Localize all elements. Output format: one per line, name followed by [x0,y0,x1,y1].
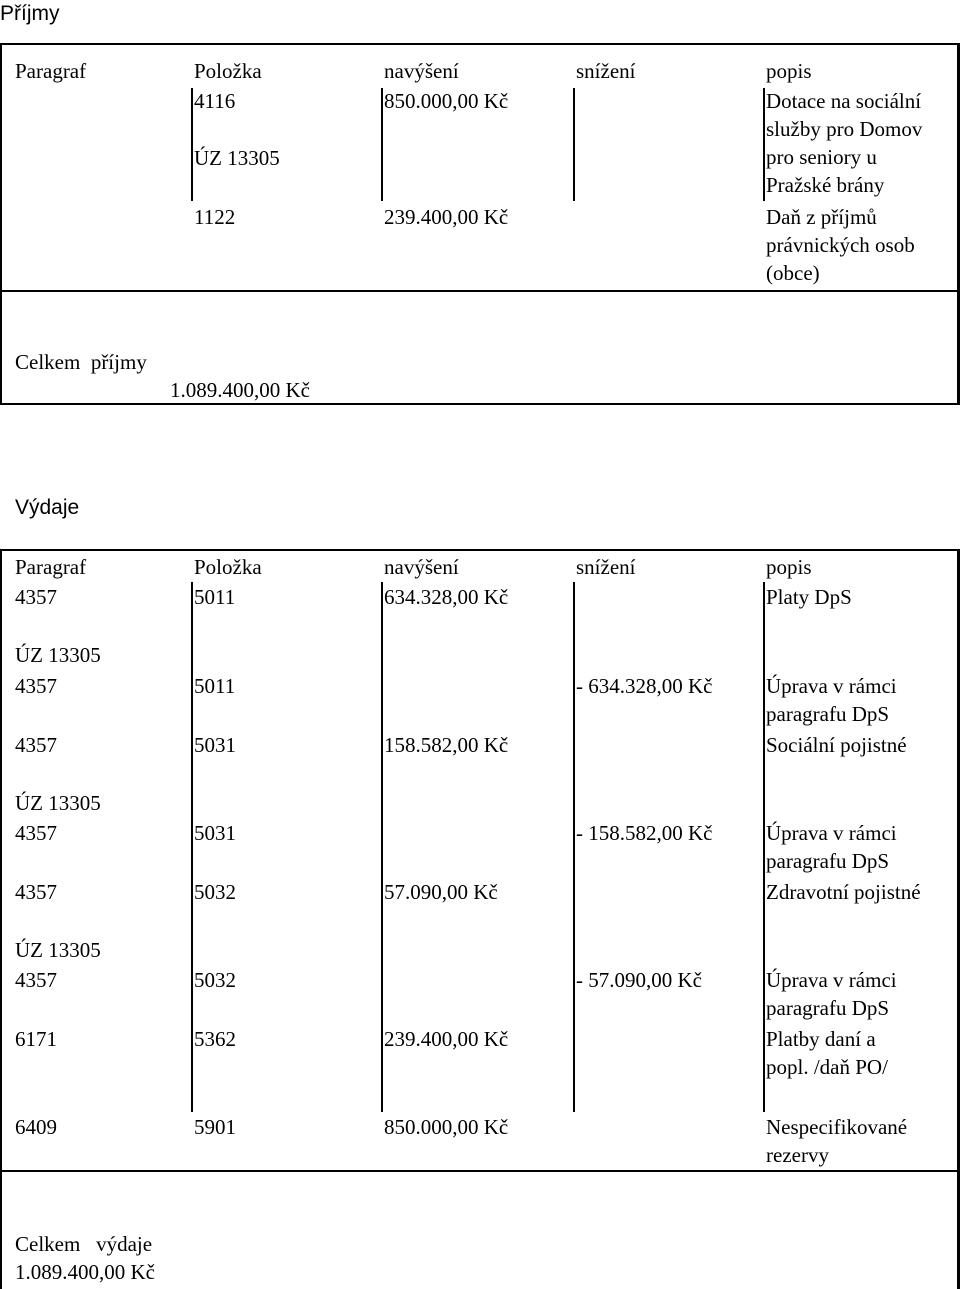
cell-popis: Dotace na sociální služby pro Domov pro seniory u Pražské brány [766,89,923,197]
cell-uz: ÚZ 13305 [15,791,101,815]
col-divider [763,582,765,1112]
cell-uz: ÚZ 13305 [15,938,101,962]
cell-popis: Úprava v rámci paragrafu DpS [766,821,897,873]
total-value: 1.089.400,00 Kč [15,1260,155,1284]
cell-navyseni: 239.400,00 Kč [384,205,509,229]
cell-uz: ÚZ 13305 [194,146,280,170]
total-label: Celkem výdaje [15,1232,153,1256]
cell-uz: ÚZ 13305 [15,643,101,667]
section-title-prijmy: Příjmy [0,2,60,25]
cell-polozka: 5011 [194,674,236,698]
cell-polozka: 5032 [194,880,236,904]
cell-paragraf: 4357 [15,585,57,609]
header-polozka: Položka [194,59,262,83]
cell-popis: Platy DpS [766,585,852,609]
cell-paragraf: 4357 [15,733,57,757]
table-border-bottom [0,403,960,405]
table-border-left [0,43,2,405]
cell-paragraf: 4357 [15,821,57,845]
col-divider [191,88,193,201]
cell-popis: Úprava v rámci paragrafu DpS [766,968,897,1020]
cell-polozka: 5031 [194,733,236,757]
col-divider [573,88,575,201]
header-snizeni: snížení [576,555,636,579]
header-popis: popis [766,555,812,579]
cell-popis: Platby daní a popl. /daň PO/ [766,1027,888,1079]
header-popis: popis [766,59,812,83]
cell-paragraf: 4357 [15,968,57,992]
cell-popis: Sociální pojistné [766,733,907,757]
header-paragraf: Paragraf [15,59,87,83]
cell-navyseni: 57.090,00 Kč [384,880,498,904]
section-title-vydaje: Výdaje [15,496,80,519]
header-snizeni: snížení [576,59,636,83]
cell-polozka: 4116 [194,89,236,113]
cell-snizeni: - 57.090,00 Kč [576,968,702,992]
cell-polozka: 5032 [194,968,236,992]
cell-paragraf: 4357 [15,880,57,904]
cell-popis: Daň z příjmů právnických osob (obce) [766,205,915,285]
col-divider [381,88,383,201]
col-divider [381,582,383,1112]
total-value: 1.089.400,00 Kč [170,378,310,402]
cell-popis: Nespecifikované rezervy [766,1115,908,1167]
col-divider [573,582,575,1112]
cell-polozka: 5011 [194,585,236,609]
cell-navyseni: 850.000,00 Kč [384,89,509,113]
cell-polozka: 5031 [194,821,236,845]
table-border-top [0,43,960,45]
header-navyseni: navýšení [384,59,459,83]
table-border-top [0,549,960,551]
cell-polozka: 1122 [194,205,236,229]
cell-navyseni: 850.000,00 Kč [384,1115,509,1139]
table-divider-total [0,290,960,292]
cell-navyseni: 158.582,00 Kč [384,733,509,757]
header-polozka: Položka [194,555,262,579]
cell-paragraf: 4357 [15,674,57,698]
cell-navyseni: 634.328,00 Kč [384,585,509,609]
col-divider [763,88,765,201]
cell-popis: Zdravotní pojistné [766,880,921,904]
total-label: Celkem příjmy [15,350,147,374]
cell-paragraf: 6409 [15,1115,57,1139]
cell-navyseni: 239.400,00 Kč [384,1027,509,1051]
table-divider-total [0,1170,960,1172]
cell-snizeni: - 158.582,00 Kč [576,821,713,845]
header-navyseni: navýšení [384,555,459,579]
cell-paragraf: 6171 [15,1027,57,1051]
cell-polozka: 5362 [194,1027,236,1051]
header-paragraf: Paragraf [15,555,87,579]
cell-popis: Úprava v rámci paragrafu DpS [766,674,897,726]
table-border-left [0,549,2,1289]
col-divider [191,582,193,1112]
cell-snizeni: - 634.328,00 Kč [576,674,713,698]
cell-polozka: 5901 [194,1115,236,1139]
